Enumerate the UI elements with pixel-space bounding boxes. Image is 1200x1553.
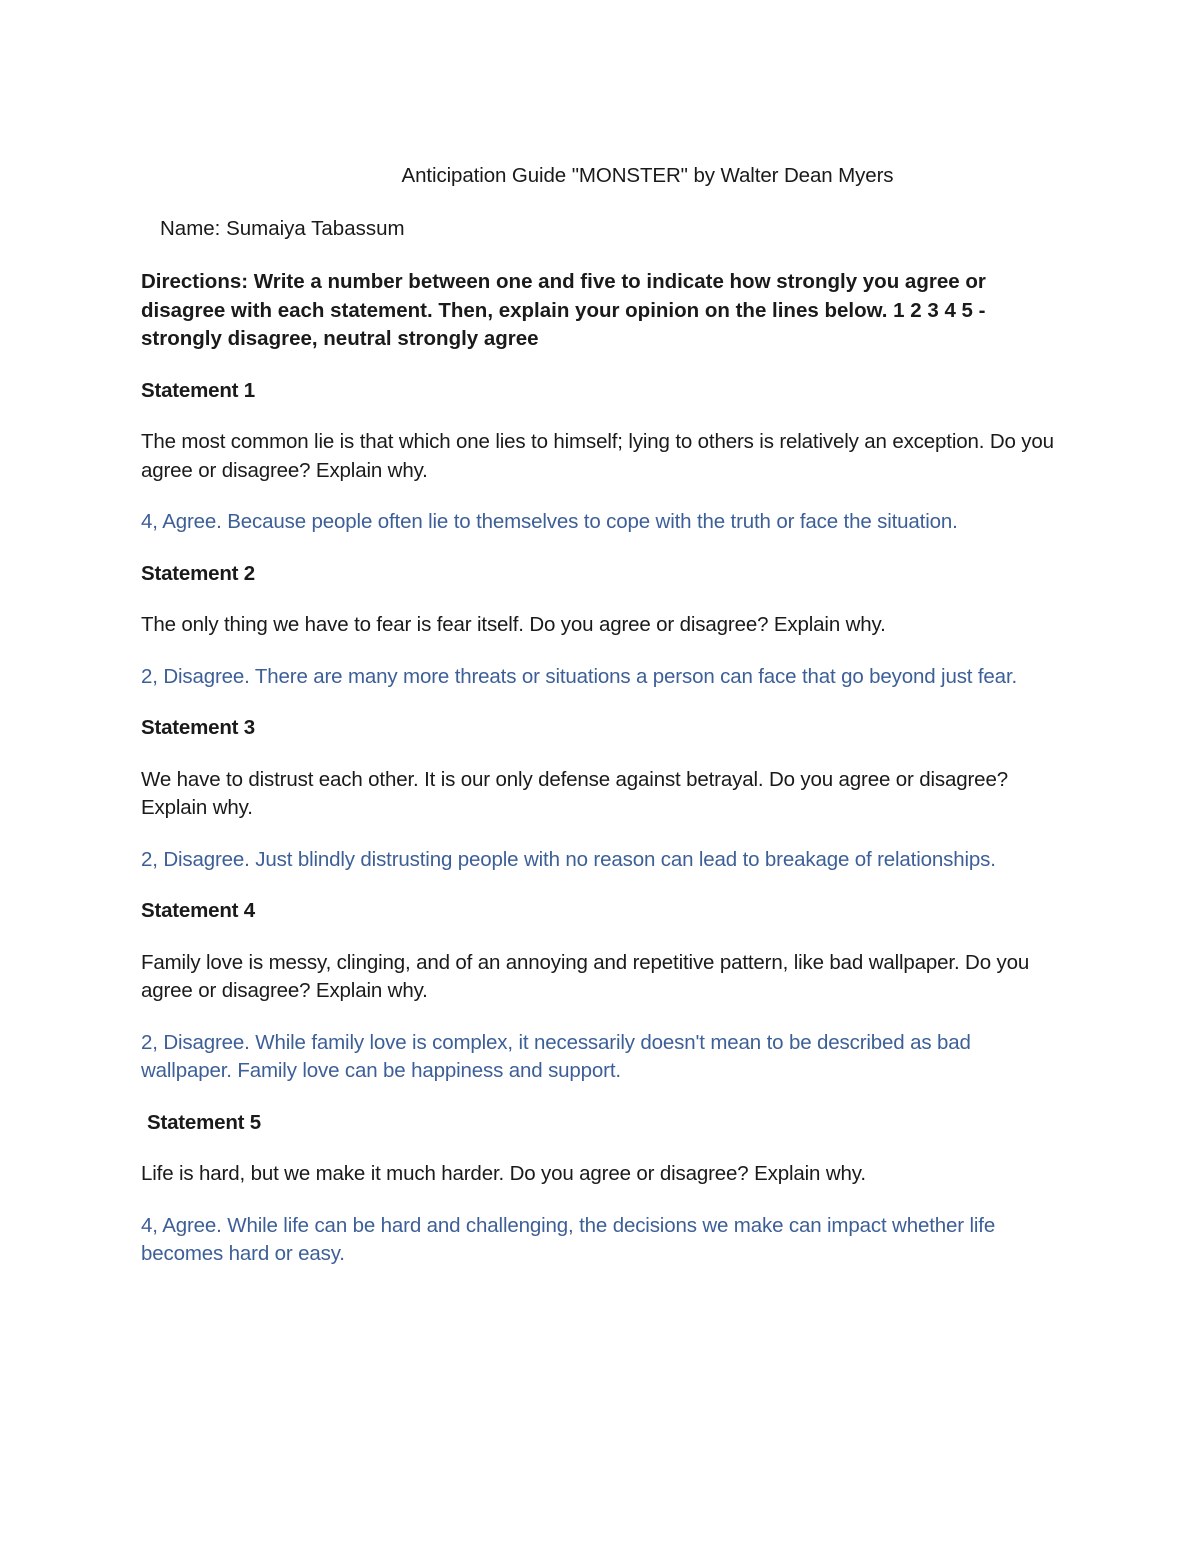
statement-heading: Statement 4	[141, 899, 256, 922]
statement-block-5	[141, 1109, 1056, 1269]
statement-text: The only thing we have to fear is fear itself. Do you agree or disagree? Explain why.	[141, 613, 886, 636]
statement-answer: 4, Agree. While life can be hard and challenging, the decisions we make can impact whether life becomes hard or easy.	[141, 1213, 996, 1265]
statement-text: The most common lie is that which one lies to himself; lying to others is relatively an exception. Do you agree or disagree? Explain why.	[141, 430, 1054, 482]
statement-answer: 2, Disagree. There are many more threats or situations a person can face that go beyond just fear.	[141, 664, 1018, 688]
student-name: Name: Sumaiya Tabassum	[160, 217, 405, 240]
statement-block-2	[141, 560, 1056, 692]
document-body	[141, 268, 1056, 1292]
statement-text: We have to distrust each other. It is our only defense against betrayal. Do you agree or disagree? Explain why.	[141, 767, 1008, 819]
document-title: Anticipation Guide "MONSTER" by Walter Dean Myers	[401, 164, 894, 187]
directions-text: Directions: Write a number between one and five to indicate how strongly you agree or disagree with each statement. Then, explain your opinion on the lines below. 1 2 3 4 5 - strongly disagree, neutral strongly agree	[141, 270, 986, 350]
statement-block-3	[141, 714, 1056, 874]
statement-answer: 2, Disagree. Just blindly distrusting people with no reason can lead to breakage of relationships.	[141, 847, 996, 871]
statement-answer: 4, Agree. Because people often lie to themselves to cope with the truth or face the situation.	[141, 510, 958, 533]
statement-text: Family love is messy, clinging, and of an annoying and repetitive pattern, like bad wallpaper. Do you agree or disagree? Explain why.	[141, 950, 1030, 1002]
statement-heading: Statement 1	[141, 378, 256, 402]
statement-text: Life is hard, but we make it much harder. Do you agree or disagree? Explain why.	[141, 1162, 866, 1185]
statement-heading: Statement 5	[147, 1110, 262, 1134]
statement-block-4	[141, 897, 1056, 1086]
statement-heading: Statement 2	[141, 561, 256, 585]
statement-heading: Statement 3	[141, 716, 256, 739]
statement-answer: 2, Disagree. While family love is complex, it necessarily doesn't mean to be described as bad wallpaper. Family love can be happiness and support.	[141, 1030, 971, 1082]
statement-block-1	[141, 377, 1056, 537]
